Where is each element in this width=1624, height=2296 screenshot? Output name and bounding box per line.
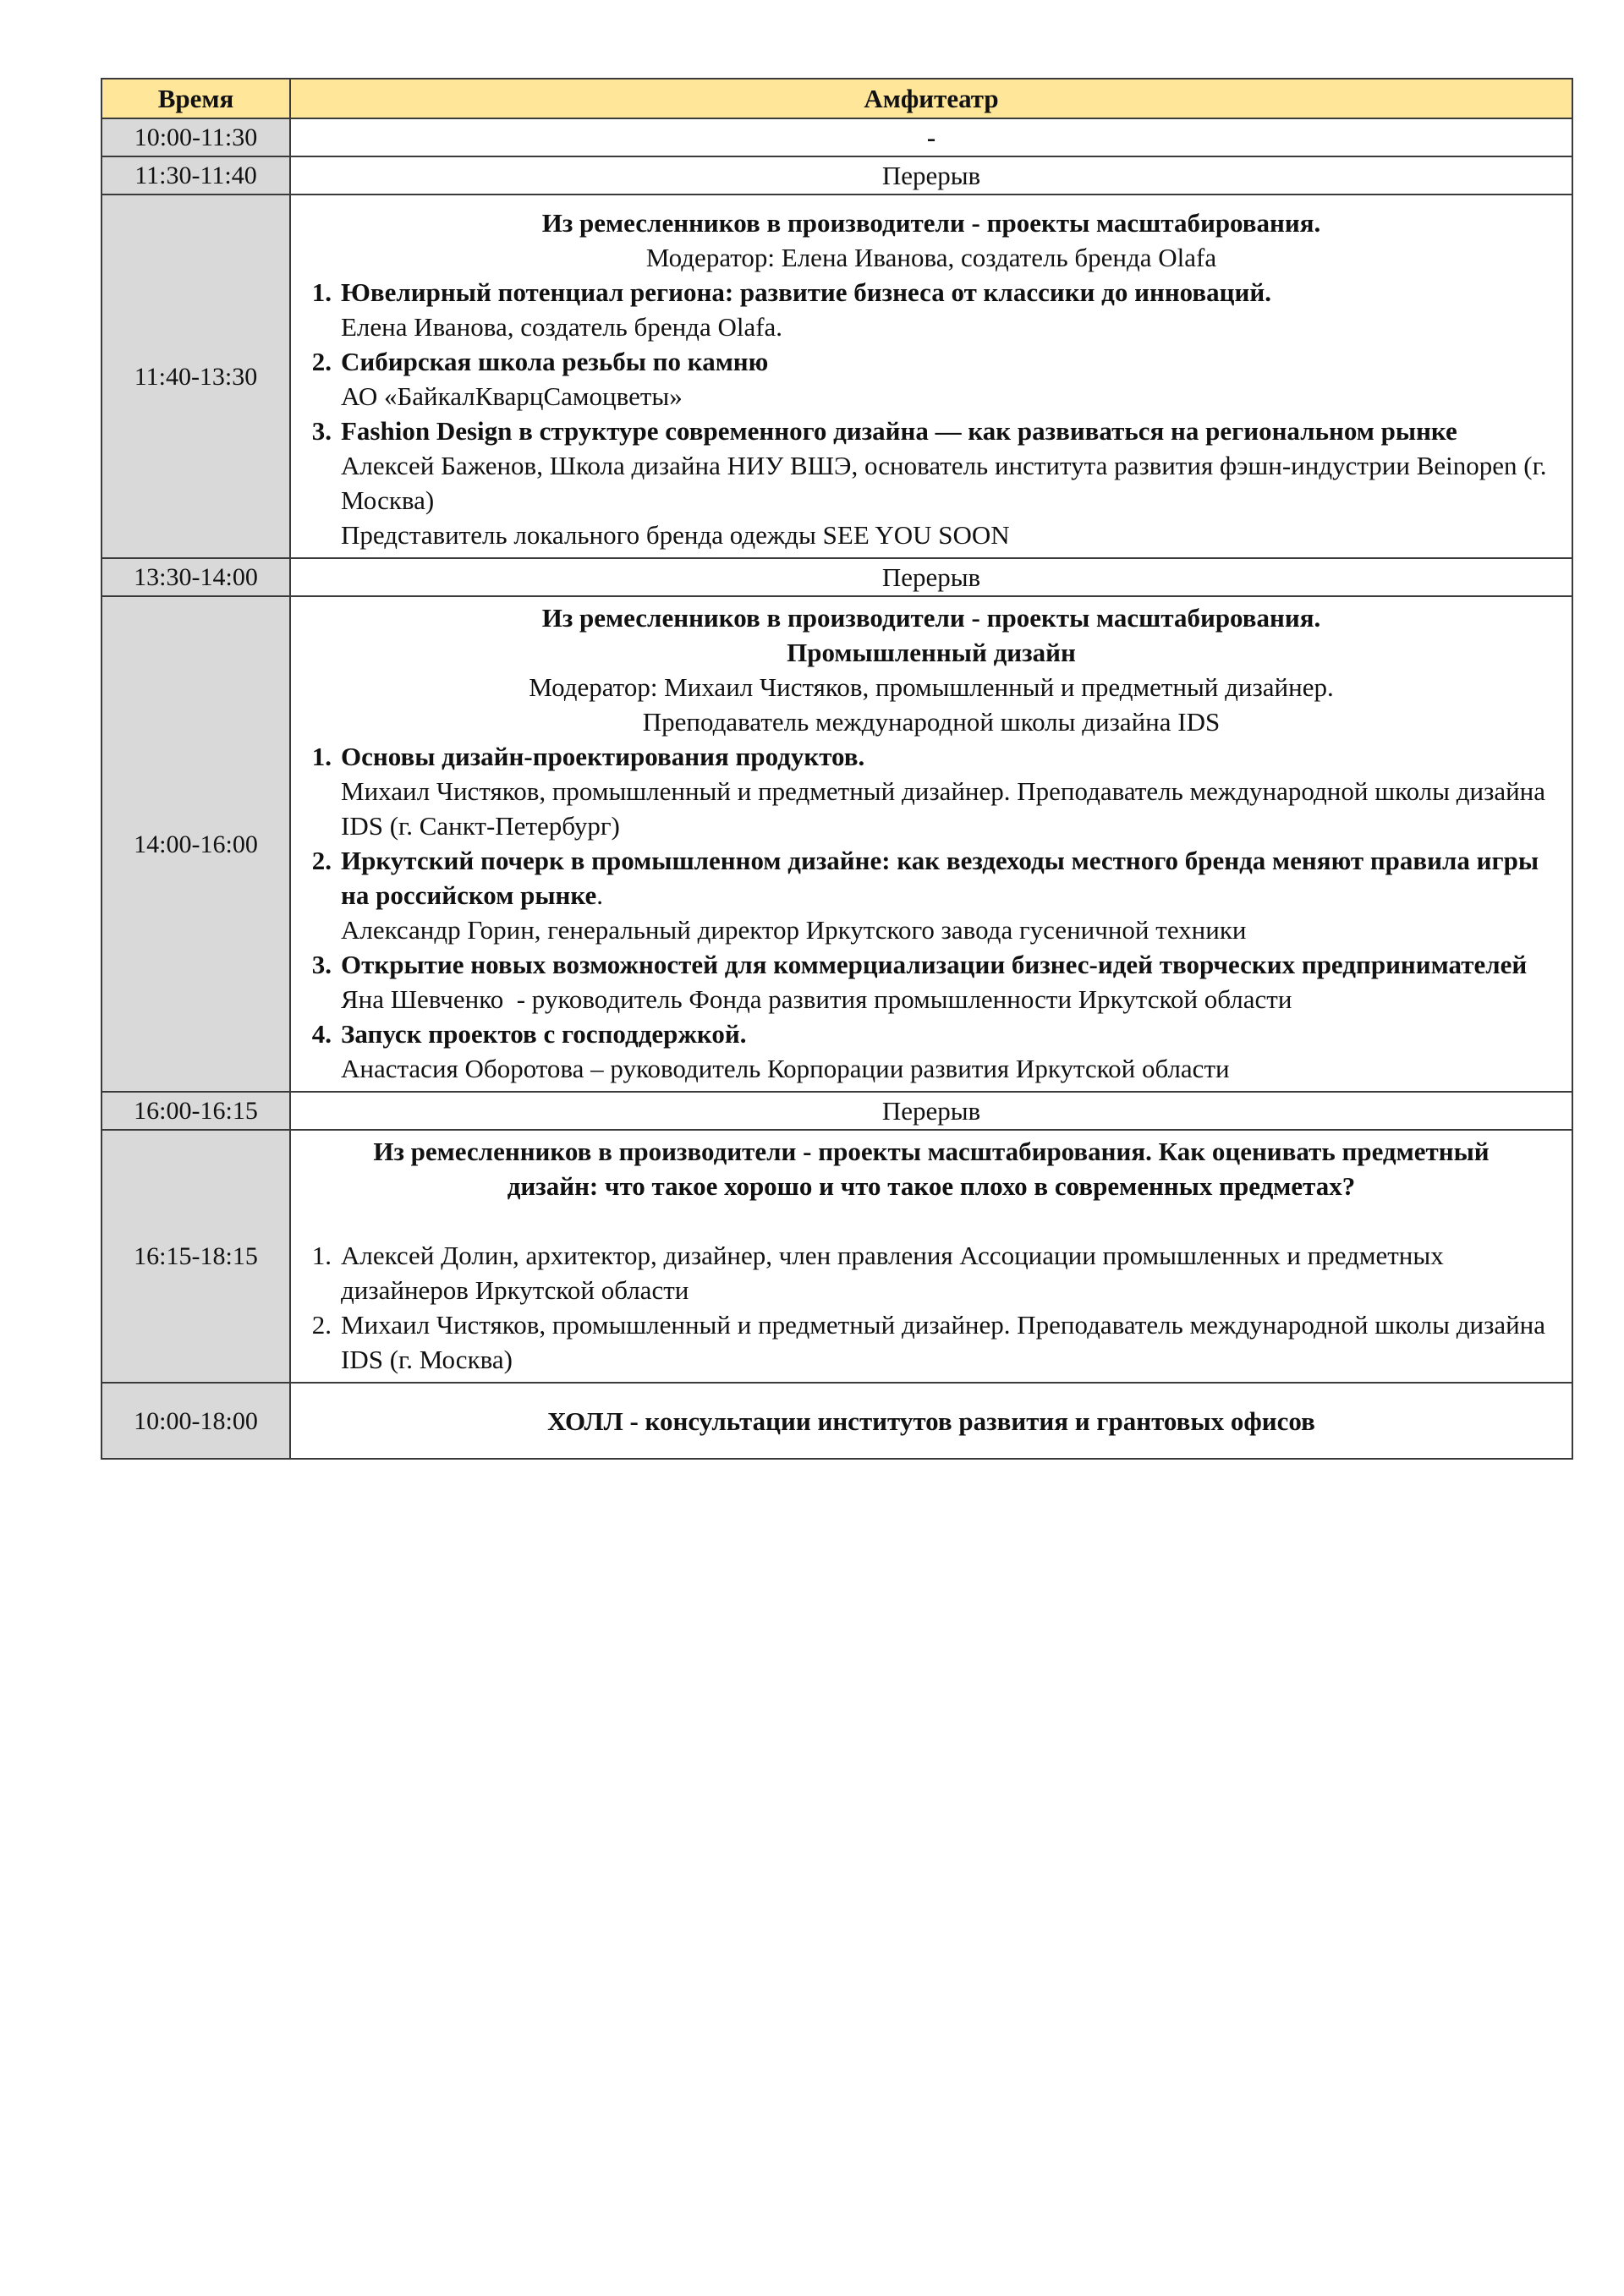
talk-list: [291, 739, 1572, 1086]
talk-speaker: Михаил Чистяков, промышленный и предметный дизайнер. Преподаватель международной школы дизайна IDS (г. Москва): [341, 1310, 1546, 1374]
table-row: [102, 1130, 1572, 1383]
talk-number: 1.: [311, 1241, 332, 1270]
talk-number: 1.: [311, 742, 332, 771]
header-venue: Амфитеатр: [290, 79, 1572, 118]
talk-title: Сибирская школа резьбы по камню: [341, 347, 769, 376]
session-cell: -: [290, 118, 1572, 156]
talk-speaker: Александр Горин, генеральный директор Иркутского завода гусеничной техники: [341, 915, 1247, 945]
time-cell: 16:00-16:15: [102, 1092, 290, 1130]
time-cell: 16:15-18:15: [102, 1130, 290, 1383]
talk-speaker: Алексей Долин, архитектор, дизайнер, член правления Ассоциации промышленных и предметных дизайнеров Иркутской области: [341, 1241, 1444, 1305]
hall-cell: ХОЛЛ - консультации институтов развития и грантовых офисов: [290, 1383, 1572, 1459]
list-item: [291, 275, 1558, 344]
talk-title: Открытие новых возможностей для коммерциализации бизнес-идей творческих предпринимателей: [341, 950, 1528, 979]
talk-number: 2.: [311, 846, 332, 875]
talk-title: Основы дизайн-проектирования продуктов.: [341, 742, 865, 771]
schedule-table: [101, 78, 1573, 1460]
session-title: Из ремесленников в производители - проекты масштабирования.: [541, 603, 1321, 633]
table-row: [102, 1092, 1572, 1130]
time-cell: 13:30-14:00: [102, 558, 290, 596]
talk-speaker: Яна Шевченко - руководитель Фонда развития промышленности Иркутской области: [341, 984, 1292, 1014]
session-moderator: Модератор: Елена Иванова, создатель бренда Olafa: [645, 243, 1217, 272]
list-item: [291, 843, 1558, 947]
table-row: [102, 1383, 1572, 1459]
talk-speaker: Алексей Баженов, Школа дизайна НИУ ВШЭ, основатель института развития фэшн-индустрии Beinopen (г. Москва): [341, 451, 1547, 515]
session-cell: [290, 195, 1572, 558]
list-item: [291, 344, 1558, 414]
talk-list: [291, 275, 1572, 552]
talk-number: 1.: [311, 277, 332, 307]
list-item: [291, 1016, 1558, 1086]
session-moderator: Преподаватель международной школы дизайна IDS: [642, 707, 1221, 737]
talk-title: Fashion Design в структуре современного дизайна — как развиваться на региональном рынке: [341, 416, 1457, 446]
list-item: [291, 739, 1558, 843]
table-row: [102, 558, 1572, 596]
talk-number: 3.: [311, 950, 332, 979]
table-row: [102, 156, 1572, 195]
session-title: Из ремесленников в производители - проекты масштабирования. Как оценивать предметный дизайн: что такое хорошо и что такое плохо в современных предметах?: [373, 1137, 1490, 1201]
table-row: [102, 596, 1572, 1092]
list-item: [291, 947, 1558, 1016]
session-cell: [290, 1130, 1572, 1383]
talk-speaker: Михаил Чистяков, промышленный и предметный дизайнер. Преподаватель международной школы дизайна IDS (г. Санкт-Петербург): [341, 776, 1546, 841]
time-cell: 14:00-16:00: [102, 596, 290, 1092]
time-cell: 11:40-13:30: [102, 195, 290, 558]
time-cell: 10:00-11:30: [102, 118, 290, 156]
talk-number: 4.: [311, 1019, 332, 1049]
talk-speaker: Анастасия Оборотова – руководитель Корпорации развития Иркутской области: [341, 1054, 1230, 1083]
session-moderator: Модератор: Михаил Чистяков, промышленный и предметный дизайнер.: [529, 672, 1334, 702]
talk-title: Ювелирный потенциал региона: развитие бизнеса от классики до инноваций.: [341, 277, 1271, 307]
talk-title: Иркутский почерк в промышленном дизайне: как вездеходы местного бренда меняют правила игры на российском рынке: [341, 846, 1539, 910]
talk-number: 2.: [311, 347, 332, 376]
session-title: Из ремесленников в производители - проекты масштабирования.: [541, 208, 1321, 238]
table-row: [102, 195, 1572, 558]
session-cell: [290, 596, 1572, 1092]
break-cell: Перерыв: [290, 156, 1572, 195]
talk-speaker: АО «БайкалКварцСамоцветы»: [341, 381, 683, 411]
talk-title: Запуск проектов с господдержкой.: [341, 1019, 747, 1049]
list-item: [291, 1238, 1558, 1307]
talk-number: 3.: [311, 416, 332, 446]
talk-speaker: Представитель локального бренда одежды SEE YOU SOON: [341, 520, 1010, 550]
time-cell: 11:30-11:40: [102, 156, 290, 195]
break-cell: Перерыв: [290, 558, 1572, 596]
session-subtitle: Промышленный дизайн: [787, 638, 1076, 667]
break-cell: Перерыв: [290, 1092, 1572, 1130]
blank-line: [291, 1203, 1572, 1238]
list-item: [291, 414, 1558, 552]
talk-list: [291, 1238, 1572, 1377]
list-item: [291, 1307, 1558, 1377]
header-row: [102, 79, 1572, 118]
time-cell: 10:00-18:00: [102, 1383, 290, 1459]
talk-title-end: .: [596, 880, 603, 910]
talk-speaker: Елена Иванова, создатель бренда Olafa.: [341, 312, 783, 342]
table-row: [102, 118, 1572, 156]
talk-number: 2.: [311, 1310, 332, 1340]
header-time: Время: [102, 79, 290, 118]
